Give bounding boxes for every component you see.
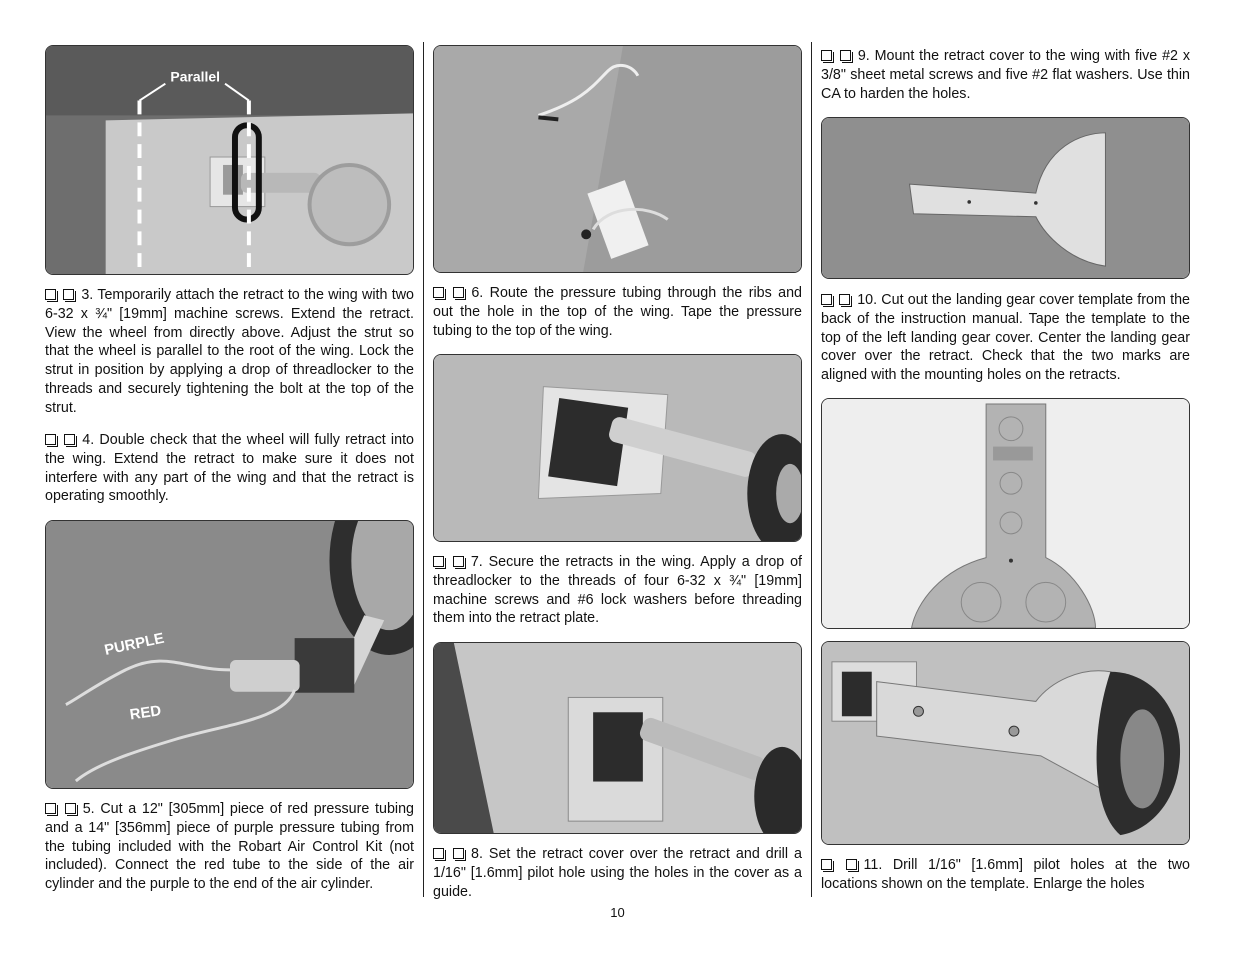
- step-7: [433, 553, 802, 628]
- photo-wheel-parallel: [45, 45, 414, 275]
- checkbox-first-icon[interactable]: [433, 287, 444, 298]
- checkbox-first-icon[interactable]: [433, 556, 444, 567]
- checkbox-first-icon[interactable]: [821, 859, 832, 870]
- photo-tubing-through-wing: [433, 45, 802, 273]
- parallel-label: Parallel: [170, 68, 220, 85]
- step-4: [45, 431, 414, 506]
- checkbox-second-icon[interactable]: [65, 803, 76, 814]
- step-11: [821, 856, 1190, 894]
- checkbox-second-icon[interactable]: [453, 287, 464, 298]
- photo-gear-cover-cutout: [821, 117, 1190, 279]
- checkbox-second-icon[interactable]: [840, 50, 851, 61]
- checkbox-first-icon[interactable]: [45, 434, 56, 445]
- step-6-text: 6. Route the pressure tubing through the ribs and out the hole in the top of the wing. Tape the pressure tubing to the top of the wing.: [433, 285, 802, 339]
- checkbox-second-icon[interactable]: [63, 289, 74, 300]
- step-9-text: 9. Mount the retract cover to the wing with five #2 x 3/8" sheet metal screws and five #2 flat washers. Use thin CA to harden the holes.: [821, 48, 1190, 102]
- step-5-text: 5. Cut a 12" [305mm] piece of red pressure tubing and a 14" [356mm] piece of purple pressure tubing from the tubing included with the Robart Air Control Kit (not included). Connect the red tube to the side of the air cylinder and the purple to the end of the air cylinder.: [45, 801, 414, 893]
- step-5: [45, 800, 414, 894]
- step-6: [433, 284, 802, 340]
- step-10-text: 10. Cut out the landing gear cover template from the back of the instruction manual. Tape the template to the top of the left landing gear cover. Center the landing gear cover over the retract. Check that the two marks are aligned with the mounting holes on the retracts.: [821, 292, 1190, 384]
- red-label: RED: [128, 703, 163, 724]
- checkbox-second-icon[interactable]: [846, 859, 857, 870]
- photo-retract-installed: [433, 354, 802, 542]
- photo-retract-cover-drill: [433, 642, 802, 834]
- checkbox-second-icon[interactable]: [64, 434, 75, 445]
- photo-tubing-colors: [45, 520, 414, 789]
- checkbox-second-icon[interactable]: [453, 848, 464, 859]
- checkbox-first-icon[interactable]: [433, 848, 444, 859]
- checkbox-first-icon[interactable]: [821, 50, 832, 61]
- page-number: 10: [610, 905, 625, 920]
- column-divider-left: [423, 42, 424, 897]
- step-11-text: 11. Drill 1/16" [1.6mm] pilot holes at the two locations shown on the template. Enlarge the holes: [821, 857, 1190, 892]
- step-4-text: 4. Double check that the wheel will fully retract into the wing. Extend the retract to make sure it does not interfere with any part of the wing and that the retract is operating smoothly.: [45, 432, 414, 505]
- checkbox-second-icon[interactable]: [839, 294, 850, 305]
- step-9: [821, 47, 1190, 103]
- checkbox-first-icon[interactable]: [45, 289, 56, 300]
- column-divider-right: [811, 42, 812, 897]
- step-10: [821, 291, 1190, 385]
- photo-template-on-cover: [821, 398, 1190, 629]
- step-3-text: 3. Temporarily attach the retract to the wing with two 6-32 x ¾" [19mm] machine screws. Extend the retract. View the wheel from directly above. Adjust the strut so that the wheel is parallel to the root of the wing. Lock the strut in position by applying a drop of threadlocker to the threads and securely tightening the bolt at the top of the strut.: [45, 287, 414, 416]
- photo-cover-on-retract: [821, 641, 1190, 845]
- purple-label: PURPLE: [103, 630, 166, 659]
- step-7-text: 7. Secure the retracts in the wing. Apply a drop of threadlocker to the threads of four 6-32 x ¾" [19mm] machine screws and #6 lock washers before threading them into the retract plate.: [433, 554, 802, 627]
- step-8: [433, 845, 802, 901]
- checkbox-second-icon[interactable]: [453, 556, 464, 567]
- checkbox-first-icon[interactable]: [45, 803, 56, 814]
- checkbox-first-icon[interactable]: [821, 294, 832, 305]
- step-3: [45, 286, 414, 418]
- step-8-text: 8. Set the retract cover over the retract and drill a 1/16" [1.6mm] pilot hole using the holes in the cover as a guide.: [433, 846, 802, 900]
